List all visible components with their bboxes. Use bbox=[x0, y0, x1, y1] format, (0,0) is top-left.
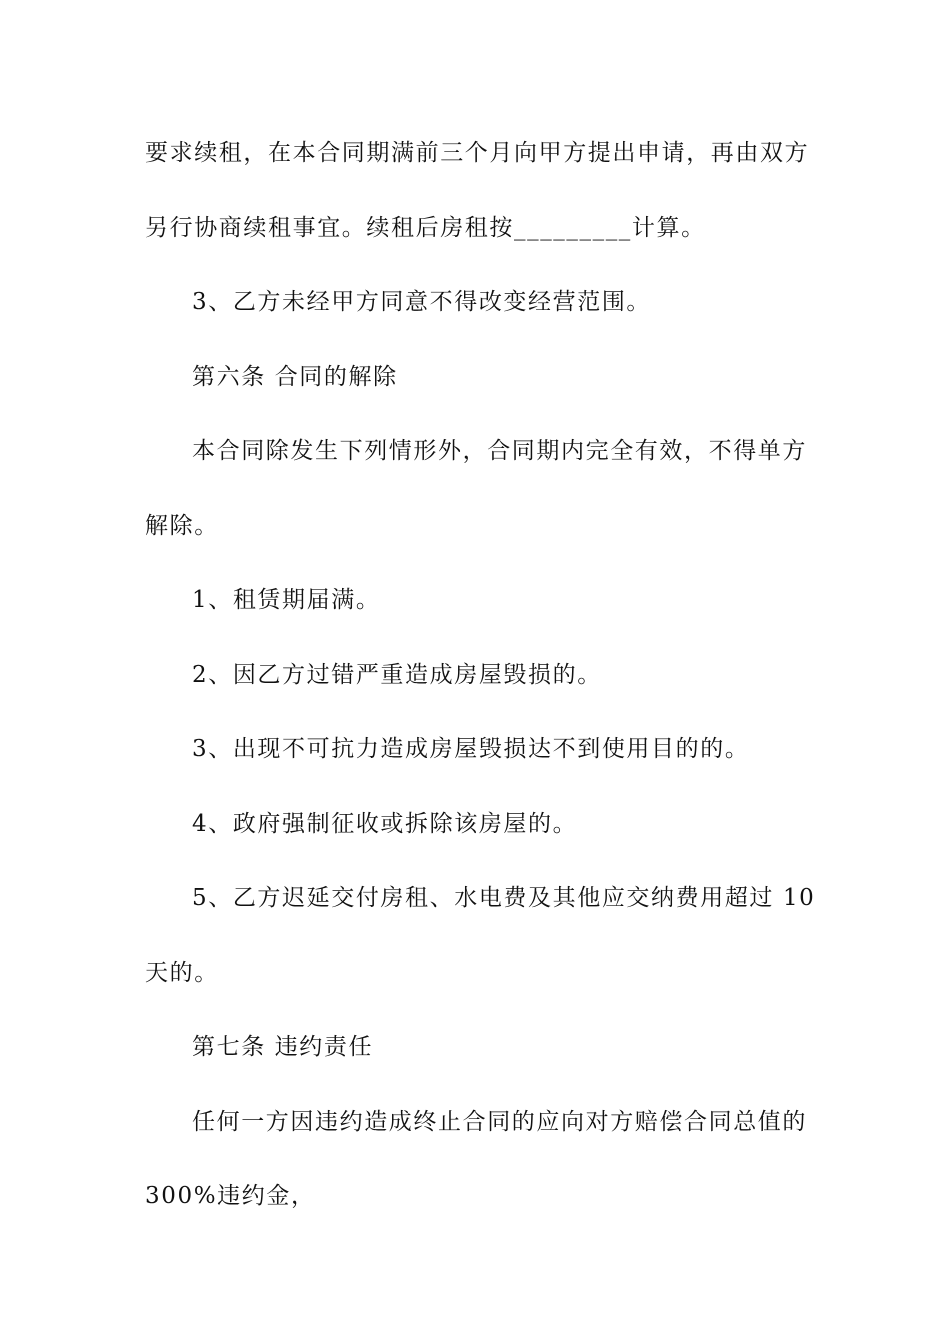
clause-item: 1、租赁期届满。 bbox=[192, 587, 381, 613]
clause-item: 3、乙方未经甲方同意不得改变经营范围。 bbox=[192, 289, 652, 315]
paragraph-line: 300%违约金， bbox=[145, 1183, 316, 1209]
section-heading: 第七条 违约责任 bbox=[192, 1034, 374, 1060]
clause-item: 3、出现不可抗力造成房屋毁损达不到使用目的的。 bbox=[192, 736, 750, 762]
clause-item: 5、乙方迟延交付房租、水电费及其他应交纳费用超过 10 bbox=[192, 885, 816, 911]
paragraph-line: 任何一方因违约造成终止合同的应向对方赔偿合同总值的 bbox=[192, 1109, 807, 1135]
paragraph-line: 本合同除发生下列情形外，合同期内完全有效，不得单方 bbox=[192, 438, 807, 464]
section-heading: 第六条 合同的解除 bbox=[192, 364, 398, 390]
clause-item: 2、因乙方过错严重造成房屋毁损的。 bbox=[192, 662, 602, 688]
paragraph-line: 解除。 bbox=[145, 513, 219, 539]
paragraph-line: 要求续租，在本合同期满前三个月向甲方提出申请，再由双方 bbox=[145, 140, 810, 166]
paragraph-line: 另行协商续租事宜。续租后房租按_________计算。 bbox=[145, 215, 706, 241]
clause-item: 4、政府强制征收或拆除该房屋的。 bbox=[192, 811, 578, 837]
paragraph-line: 天的。 bbox=[145, 960, 219, 986]
